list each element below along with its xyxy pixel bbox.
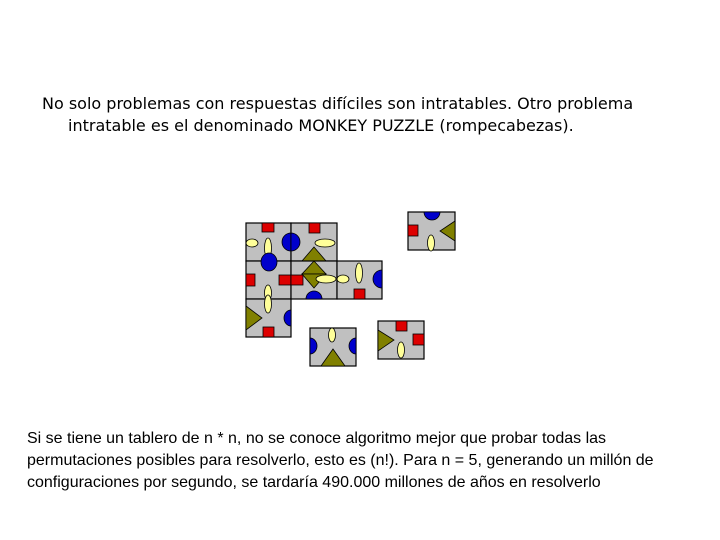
puzzle-tile-4 bbox=[291, 261, 337, 299]
intro-line-1: No solo problemas con respuestas difíciles son intratables. Otro problema bbox=[42, 94, 634, 113]
puzzle-tile-7 bbox=[408, 212, 455, 251]
intro-line-2: intratable es el denominado MONKEY PUZZLE (rompecabezas). bbox=[68, 116, 574, 135]
puzzle-tile-9 bbox=[378, 321, 424, 359]
puzzle-tile-8 bbox=[310, 328, 356, 366]
puzzle-tile-5 bbox=[337, 261, 382, 299]
puzzle-tile-6 bbox=[246, 295, 291, 337]
body-paragraph: Si se tiene un tablero de n * n, no se conoce algoritmo mejor que probar todas las permutaciones posibles para resolverlo, esto es (n!). Para n = 5, generando un millón de configuraciones por segundo, se tardaría 490.000 millones de años en resolverlo bbox=[27, 430, 654, 491]
puzzle-tile-2 bbox=[291, 223, 337, 261]
